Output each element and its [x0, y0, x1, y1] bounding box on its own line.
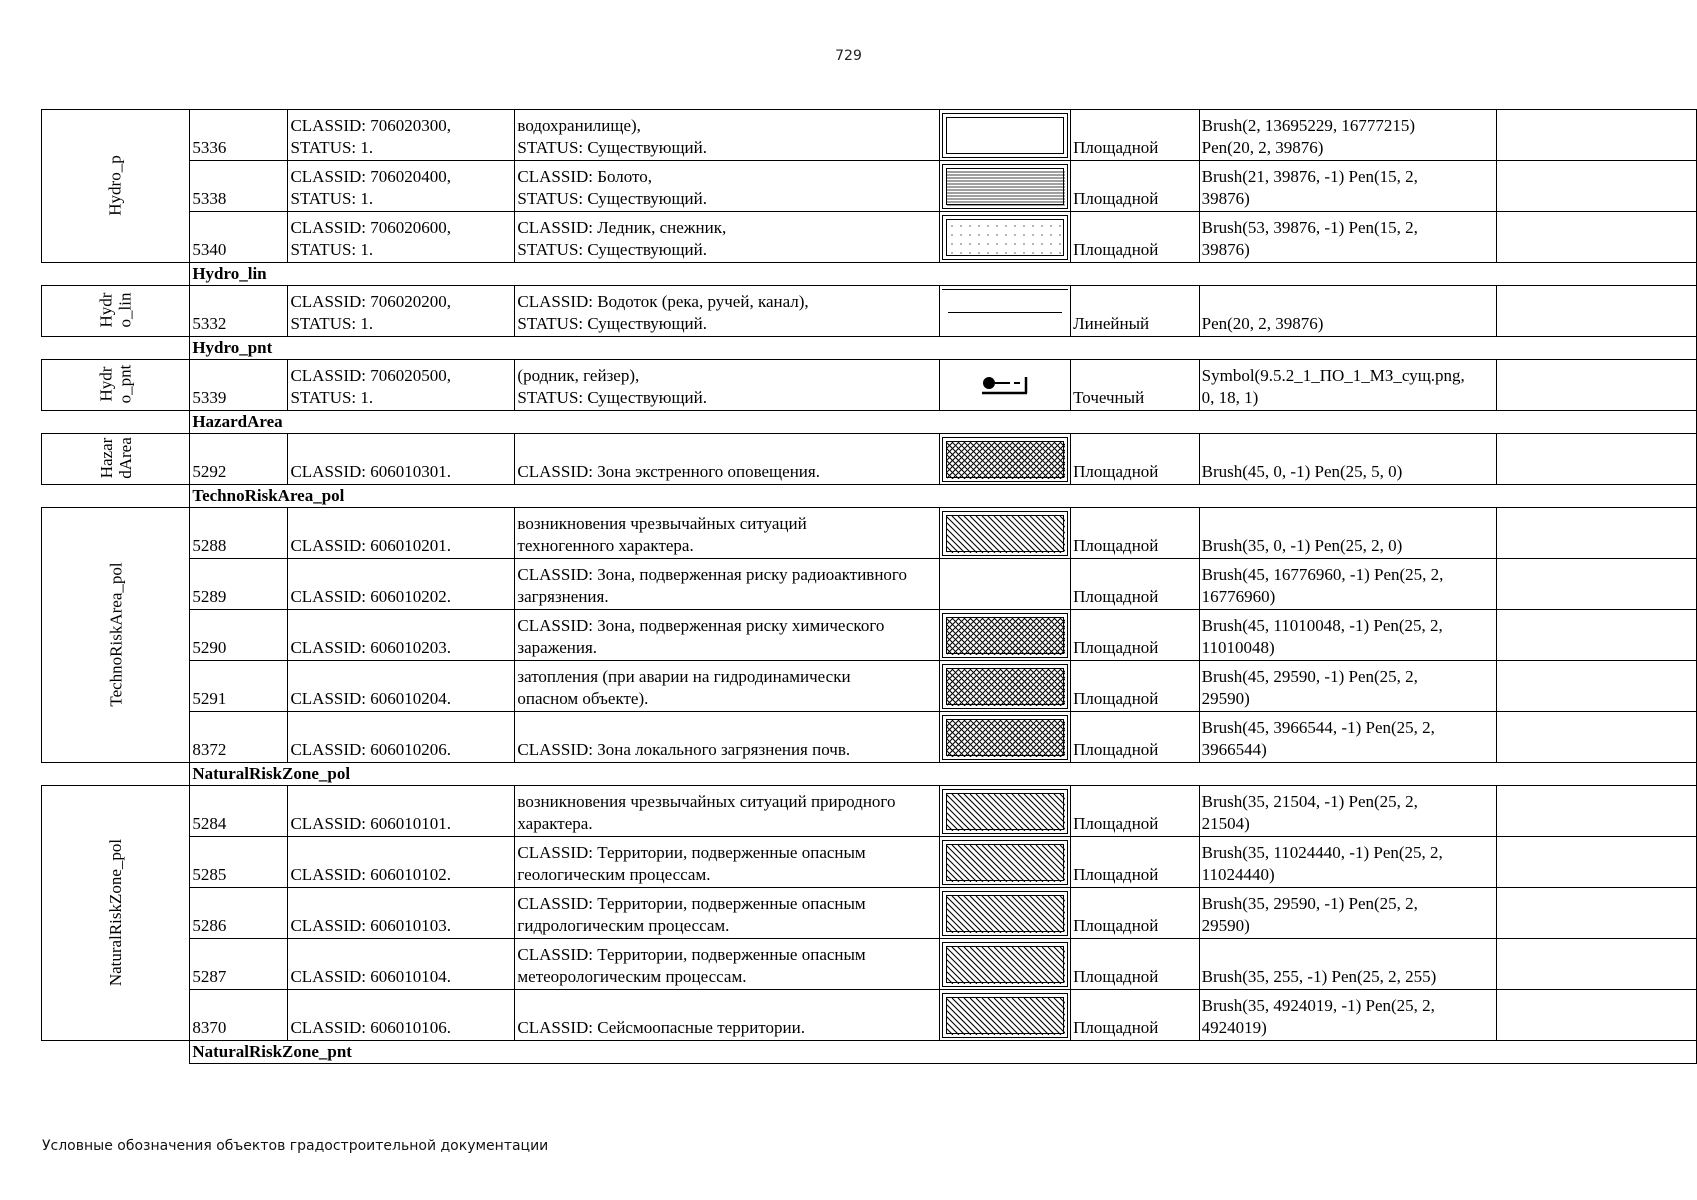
classid-cell: CLASSID: 606010103.	[288, 888, 515, 939]
empty-cell	[1496, 786, 1696, 837]
symbol-cell	[940, 508, 1071, 559]
symbol-cell	[940, 990, 1071, 1041]
classid-cell: CLASSID: 706020300, STATUS: 1.	[288, 110, 515, 161]
object-code: 5290	[190, 610, 288, 661]
symbol-cell	[940, 360, 1071, 411]
geometry-type: Площадной	[1071, 712, 1199, 763]
classid-cell: CLASSID: 606010206.	[288, 712, 515, 763]
style-definition: Brush(53, 39876, -1) Pen(15, 2, 39876)	[1199, 212, 1496, 263]
symbol-frame	[942, 215, 1068, 260]
section-header: HazardArea	[190, 411, 1697, 434]
style-definition: Brush(35, 21504, -1) Pen(25, 2, 21504)	[1199, 786, 1496, 837]
empty-cell	[1496, 286, 1696, 337]
empty-cell	[1496, 508, 1696, 559]
group-label: Hydro_p	[106, 155, 126, 216]
description-cell: возникновения чрезвычайных ситуаций природного характера.	[515, 786, 940, 837]
spring-symbol-icon	[980, 373, 1032, 399]
legend-row	[42, 990, 1697, 1041]
page-footer: Условные обозначения объектов градостроительной документации	[42, 1138, 549, 1154]
symbol-frame	[942, 840, 1068, 885]
description-cell: CLASSID: Зона, подверженная риску радиоактивного загрязнения.	[515, 559, 940, 610]
symbol-pattern	[946, 168, 1064, 205]
classid-cell: CLASSID: 606010203.	[288, 610, 515, 661]
symbol-pattern	[946, 895, 1064, 932]
group-label: Hazar dArea	[96, 437, 135, 479]
symbol-pattern	[946, 844, 1064, 881]
geometry-type: Площадной	[1071, 212, 1199, 263]
geometry-type: Площадной	[1071, 434, 1199, 485]
section-header-row	[42, 763, 1697, 786]
object-code: 8370	[190, 990, 288, 1041]
geometry-type: Площадной	[1071, 610, 1199, 661]
symbol-cell	[940, 888, 1071, 939]
symbol-frame	[942, 113, 1068, 158]
section-header: TechnoRiskArea_pol	[190, 485, 1697, 508]
classid-cell: CLASSID: 606010201.	[288, 508, 515, 559]
object-code: 5286	[190, 888, 288, 939]
description-cell: (родник, гейзер), STATUS: Существующий.	[515, 360, 940, 411]
description-cell: CLASSID: Территории, подверженные опасным метеорологическим процессам.	[515, 939, 940, 990]
symbol-cell	[940, 837, 1071, 888]
classid-cell: CLASSID: 606010104.	[288, 939, 515, 990]
symbol-frame	[942, 363, 1068, 408]
group-label: TechnoRiskArea_pol	[106, 562, 126, 707]
empty-cell	[1496, 888, 1696, 939]
object-code: 5289	[190, 559, 288, 610]
classid-cell: CLASSID: 706020500, STATUS: 1.	[288, 360, 515, 411]
style-definition: Brush(45, 11010048, -1) Pen(25, 2, 11010048)	[1199, 610, 1496, 661]
object-code: 5340	[190, 212, 288, 263]
empty-cell	[1496, 434, 1696, 485]
geometry-type: Площадной	[1071, 559, 1199, 610]
symbol-pattern	[946, 946, 1064, 983]
empty-cell	[1496, 990, 1696, 1041]
style-definition: Brush(35, 0, -1) Pen(25, 2, 0)	[1199, 508, 1496, 559]
object-code: 8372	[190, 712, 288, 763]
geometry-type: Площадной	[1071, 939, 1199, 990]
legend-row	[42, 360, 1697, 411]
empty-cell	[1496, 712, 1696, 763]
description-cell: возникновения чрезвычайных ситуаций техногенного характера.	[515, 508, 940, 559]
description-cell: водохранилище), STATUS: Существующий.	[515, 110, 940, 161]
symbol-frame	[942, 715, 1068, 760]
group-label-cell	[42, 508, 190, 763]
style-definition: Brush(45, 29590, -1) Pen(25, 2, 29590)	[1199, 661, 1496, 712]
section-header: Hydro_pnt	[190, 337, 1697, 360]
classid-cell: CLASSID: 706020600, STATUS: 1.	[288, 212, 515, 263]
symbol-pattern	[946, 515, 1064, 552]
symbol-frame	[942, 511, 1068, 556]
legend-row	[42, 786, 1697, 837]
section-header: NaturalRiskZone_pol	[190, 763, 1697, 786]
section-header-spacer	[42, 337, 190, 360]
symbol-cell	[940, 286, 1071, 337]
description-cell: затопления (при аварии на гидродинамически опасном объекте).	[515, 661, 940, 712]
description-cell: CLASSID: Зона, подверженная риску химического заражения.	[515, 610, 940, 661]
empty-cell	[1496, 661, 1696, 712]
symbol-frame	[942, 164, 1068, 209]
group-label: Hydr o_lin	[96, 292, 135, 328]
classid-cell: CLASSID: 606010101.	[288, 786, 515, 837]
empty-cell	[1496, 212, 1696, 263]
style-definition: Brush(45, 0, -1) Pen(25, 5, 0)	[1199, 434, 1496, 485]
group-label-cell	[42, 786, 190, 1041]
object-code: 5332	[190, 286, 288, 337]
symbol-pattern	[946, 617, 1064, 654]
symbol-cell	[940, 610, 1071, 661]
empty-cell	[1496, 939, 1696, 990]
group-label-cell	[42, 286, 190, 337]
description-cell: CLASSID: Ледник, снежник, STATUS: Существующий.	[515, 212, 940, 263]
legend-table	[41, 109, 1697, 1064]
classid-cell: CLASSID: 706020400, STATUS: 1.	[288, 161, 515, 212]
symbol-pattern	[946, 441, 1064, 478]
description-cell: CLASSID: Территории, подверженные опасным геологическим процессам.	[515, 837, 940, 888]
geometry-type: Площадной	[1071, 837, 1199, 888]
style-definition: Brush(35, 255, -1) Pen(25, 2, 255)	[1199, 939, 1496, 990]
object-code: 5284	[190, 786, 288, 837]
symbol-pattern	[946, 719, 1064, 756]
section-header-row	[42, 337, 1697, 360]
description-cell: CLASSID: Зона локального загрязнения почв.	[515, 712, 940, 763]
section-header-spacer	[42, 763, 190, 786]
object-code: 5288	[190, 508, 288, 559]
symbol-frame	[942, 789, 1068, 834]
symbol-frame	[942, 613, 1068, 658]
line-symbol	[948, 312, 1062, 313]
object-code: 5285	[190, 837, 288, 888]
symbol-frame	[942, 437, 1068, 482]
style-definition: Brush(2, 13695229, 16777215) Pen(20, 2, 39876)	[1199, 110, 1496, 161]
symbol-cell	[940, 161, 1071, 212]
empty-cell	[1496, 110, 1696, 161]
style-definition: Brush(45, 3966544, -1) Pen(25, 2, 3966544)	[1199, 712, 1496, 763]
section-header: Hydro_lin	[190, 263, 1697, 286]
section-header-row	[42, 485, 1697, 508]
legend-row	[42, 508, 1697, 559]
section-header-row	[42, 1041, 1697, 1064]
geometry-type: Площадной	[1071, 888, 1199, 939]
object-code: 5336	[190, 110, 288, 161]
symbol-pattern	[946, 117, 1064, 154]
geometry-type: Площадной	[1071, 786, 1199, 837]
object-code: 5291	[190, 661, 288, 712]
empty-cell	[1496, 161, 1696, 212]
empty-cell	[1496, 610, 1696, 661]
object-code: 5287	[190, 939, 288, 990]
classid-cell: CLASSID: 606010301.	[288, 434, 515, 485]
style-definition: Brush(35, 29590, -1) Pen(25, 2, 29590)	[1199, 888, 1496, 939]
style-definition: Brush(21, 39876, -1) Pen(15, 2, 39876)	[1199, 161, 1496, 212]
classid-cell: CLASSID: 606010204.	[288, 661, 515, 712]
section-header-spacer	[42, 485, 190, 508]
description-cell: CLASSID: Сейсмоопасные территории.	[515, 990, 940, 1041]
object-code: 5339	[190, 360, 288, 411]
legend-row	[42, 286, 1697, 337]
style-definition: Brush(35, 4924019, -1) Pen(25, 2, 4924019)	[1199, 990, 1496, 1041]
symbol-cell	[940, 434, 1071, 485]
legend-row	[42, 888, 1697, 939]
geometry-type: Линейный	[1071, 286, 1199, 337]
section-header-row	[42, 263, 1697, 286]
symbol-frame	[942, 891, 1068, 936]
object-code: 5338	[190, 161, 288, 212]
symbol-cell	[940, 212, 1071, 263]
legend-row	[42, 939, 1697, 990]
object-code: 5292	[190, 434, 288, 485]
style-definition: Symbol(9.5.2_1_ПО_1_МЗ_сущ.png, 0, 18, 1)	[1199, 360, 1496, 411]
empty-cell	[1496, 360, 1696, 411]
legend-row	[42, 161, 1697, 212]
symbol-frame	[942, 289, 1068, 334]
description-cell: CLASSID: Водоток (река, ручей, канал), STATUS: Существующий.	[515, 286, 940, 337]
description-cell: CLASSID: Зона экстренного оповещения.	[515, 434, 940, 485]
legend-row	[42, 559, 1697, 610]
geometry-type: Площадной	[1071, 990, 1199, 1041]
symbol-pattern	[946, 997, 1064, 1034]
geometry-type: Площадной	[1071, 508, 1199, 559]
legend-row	[42, 610, 1697, 661]
geometry-type: Площадной	[1071, 661, 1199, 712]
symbol-pattern	[946, 793, 1064, 830]
section-header: NaturalRiskZone_pnt	[190, 1041, 1697, 1064]
legend-row	[42, 712, 1697, 763]
classid-cell: CLASSID: 606010102.	[288, 837, 515, 888]
style-definition: Brush(35, 11024440, -1) Pen(25, 2, 11024440)	[1199, 837, 1496, 888]
group-label-cell	[42, 434, 190, 485]
classid-cell: CLASSID: 606010106.	[288, 990, 515, 1041]
symbol-pattern	[946, 668, 1064, 705]
symbol-cell	[940, 939, 1071, 990]
legend-row	[42, 434, 1697, 485]
legend-row	[42, 837, 1697, 888]
section-header-row	[42, 411, 1697, 434]
classid-cell: CLASSID: 606010202.	[288, 559, 515, 610]
style-definition: Pen(20, 2, 39876)	[1199, 286, 1496, 337]
classid-cell: CLASSID: 706020200, STATUS: 1.	[288, 286, 515, 337]
symbol-cell	[940, 712, 1071, 763]
page-number: 729	[835, 48, 862, 64]
group-label-cell	[42, 110, 190, 263]
description-cell: CLASSID: Территории, подверженные опасным гидрологическим процессам.	[515, 888, 940, 939]
symbol-frame	[942, 664, 1068, 709]
legend-row	[42, 661, 1697, 712]
symbol-frame	[942, 993, 1068, 1038]
symbol-cell	[940, 661, 1071, 712]
symbol-cell	[940, 786, 1071, 837]
geometry-type: Площадной	[1071, 110, 1199, 161]
legend-row	[42, 110, 1697, 161]
group-label-cell	[42, 360, 190, 411]
legend-row	[42, 212, 1697, 263]
style-definition: Brush(45, 16776960, -1) Pen(25, 2, 16776960)	[1199, 559, 1496, 610]
group-label: NaturalRiskZone_pol	[106, 838, 126, 987]
group-label: Hydr o_pnt	[96, 364, 135, 404]
empty-cell	[1496, 559, 1696, 610]
symbol-frame	[942, 942, 1068, 987]
section-header-spacer	[42, 1041, 190, 1064]
description-cell: CLASSID: Болото, STATUS: Существующий.	[515, 161, 940, 212]
empty-cell	[1496, 837, 1696, 888]
geometry-type: Точечный	[1071, 360, 1199, 411]
symbol-pattern	[946, 219, 1064, 256]
section-header-spacer	[42, 411, 190, 434]
symbol-cell	[940, 110, 1071, 161]
geometry-type: Площадной	[1071, 161, 1199, 212]
section-header-spacer	[42, 263, 190, 286]
symbol-cell	[940, 559, 1071, 610]
